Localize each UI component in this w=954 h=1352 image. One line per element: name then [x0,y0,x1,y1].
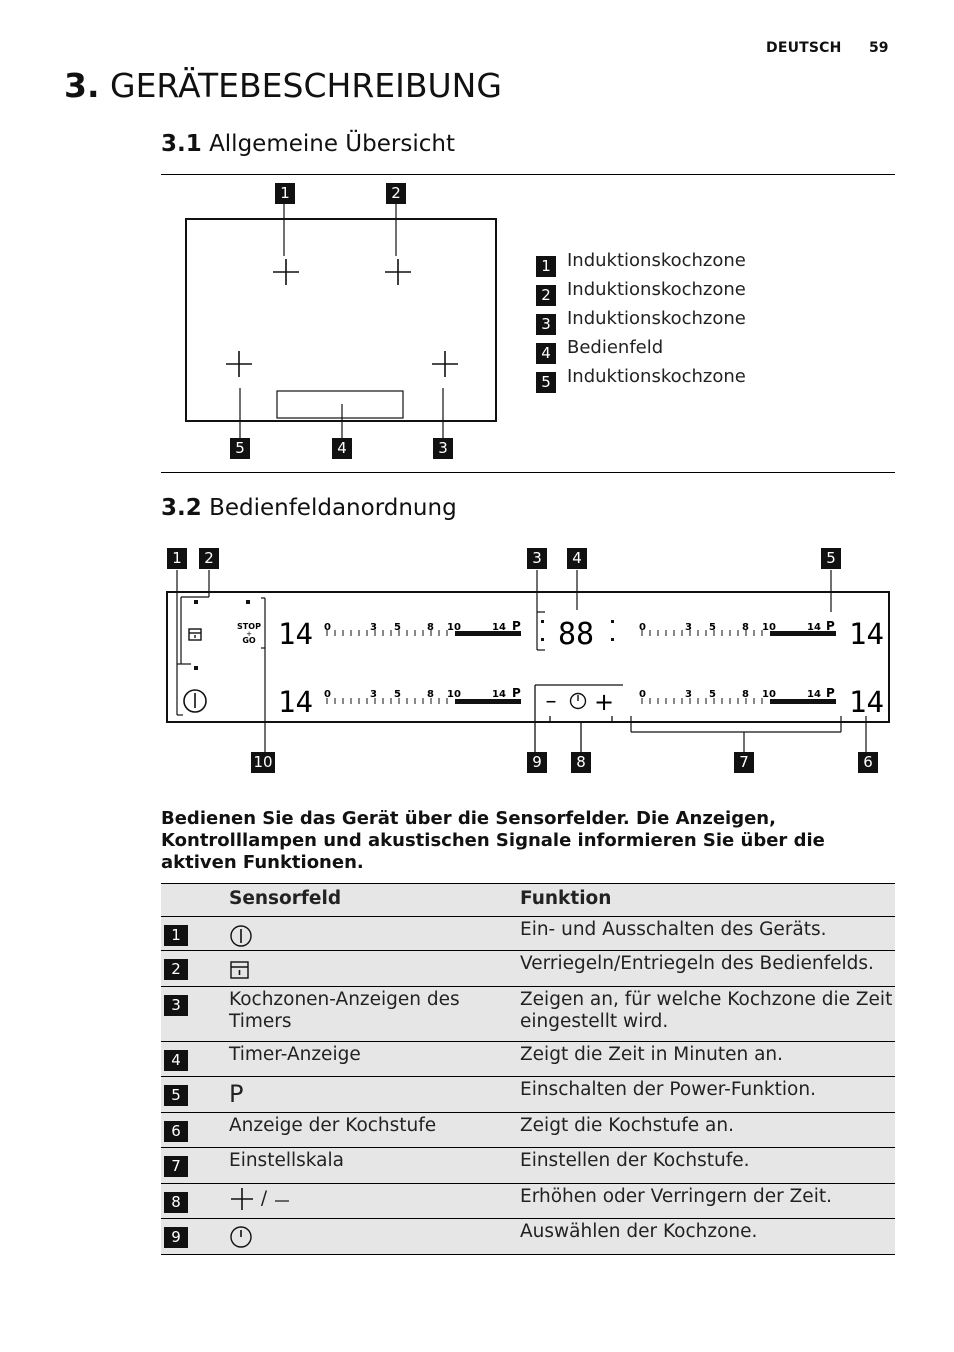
table-row [161,917,895,951]
row-function: Zeigt die Kochstufe an. [520,1115,734,1136]
table-row [161,1077,895,1113]
overview-callout-4: 4 [332,438,352,459]
lock-icon [189,629,201,640]
plus-minus-separator: / [260,1188,268,1209]
chapter-title [64,66,502,105]
rule-top-1 [161,174,895,175]
timer-zone-dot-1 [541,620,544,623]
scale-labels-right-bottom [639,686,835,700]
scale-label: 8 [427,689,434,700]
table-header-row [161,884,895,917]
timer-zone-bracket [537,612,545,650]
panel-callout-7: 7 [734,752,754,773]
stopgo-plus: + [246,630,252,638]
power-indicator-dot [194,666,198,670]
lock-indicator-dot [194,600,198,604]
scale-label: 0 [639,689,646,700]
table-row [161,1219,895,1255]
chapter-number: 3. [64,66,100,105]
timer-colon-dot-1 [611,620,614,623]
timer-colon-dot-2 [611,638,614,641]
scale-label: 5 [394,622,401,633]
lock-icon [229,958,251,982]
row-sensor: Kochzonen-Anzeigen des Timers [229,989,460,1032]
hob-overview-diagram [161,176,521,466]
table-row [161,1184,895,1219]
legend-num-1: 1 [536,256,556,277]
zone-cross-3 [432,351,458,377]
power-icon [229,924,253,948]
overview-callout-1: 1 [275,183,295,204]
section-1-number: 3.1 [161,131,202,157]
scale-labels-right-top [639,619,835,633]
rule-bottom-1 [161,472,895,473]
timer-zone-dot-2 [541,638,544,641]
zone-cross-5 [226,351,252,377]
scale-label: 3 [370,622,377,633]
minus-icon [273,1192,291,1206]
scale-label: 10 [447,622,461,633]
scale-label: 0 [324,689,331,700]
scale-label: 3 [685,689,692,700]
timer-display: 88 [558,617,595,652]
scale-labels-left-bottom [324,686,521,700]
legend-label-2: Induktionskochzone [567,279,746,300]
table-row [161,1042,895,1077]
panel-callout-3: 3 [527,548,547,569]
legend-label-4: Bedienfeld [567,337,664,358]
scale-label: 10 [762,689,776,700]
intro-text: Bedienen Sie das Gerät über die Sensorfelder. Die Anzeigen, Kontrolllampen und akustischen Signale informieren Sie über die aktiven Funktionen. [161,808,825,873]
scale-label: 5 [394,689,401,700]
scale-label: 5 [709,622,716,633]
stop-label: STOP [237,622,261,631]
control-panel-diagram [161,540,896,785]
scale-label: 8 [742,689,749,700]
legend-num-5: 5 [536,372,556,393]
section-2-title: Bedienfeldanordnung [209,495,457,521]
row-number: 2 [164,959,188,980]
row-sensor: Einstellskala [229,1150,344,1171]
legend-num-4: 4 [536,343,556,364]
table-row [161,987,895,1042]
section-2-heading [161,495,457,521]
power-p-label: P [826,619,835,633]
row-number: 9 [164,1227,188,1248]
row-number: 1 [164,925,188,946]
scale-label: 3 [685,622,692,633]
stopgo-indicator-dot [246,600,250,604]
power-p-label: P [512,686,521,700]
power-p-label: P [512,619,521,633]
section-1-heading [161,131,455,157]
row-function: Zeigen an, für welche Kochzone die Zeit eingestellt wird. [520,989,893,1032]
scale-label: 0 [639,622,646,633]
timer-zone-icon [229,1225,253,1249]
scale-label: 14 [492,689,506,700]
overview-callout-2: 2 [386,183,406,204]
heat-display-rear-right: 14 [849,685,884,719]
power-icon [184,690,206,712]
timer-zone-icon [571,694,586,709]
header-function: Funktion [520,888,612,909]
header-sensor: Sensorfeld [229,888,342,909]
row-function: Zeigt die Zeit in Minuten an. [520,1044,784,1065]
panel-callout-9: 9 [527,752,547,773]
panel-callout-2: 2 [199,548,219,569]
scale-label: 10 [762,622,776,633]
legend-label-3: Induktionskochzone [567,308,746,329]
heat-display-front-left: 14 [278,617,313,651]
table-row [161,1148,895,1184]
header-language: DEUTSCH [766,40,842,56]
overview-callout-5: 5 [230,438,250,459]
row-function: Ein- und Ausschalten des Geräts. [520,919,827,940]
row-number: 4 [164,1050,188,1071]
page-number: 59 [869,40,889,56]
scale-label: 14 [807,622,821,633]
control-panel-box [277,391,403,418]
go-label: GO [242,636,256,645]
scale-label: 8 [427,622,434,633]
row-function: Einschalten der Power-Funktion. [520,1079,816,1100]
panel-callout-4: 4 [567,548,587,569]
legend-num-3: 3 [536,314,556,335]
table-row [161,1113,895,1148]
row-function: Einstellen der Kochstufe. [520,1150,750,1171]
row-function: Erhöhen oder Verringern der Zeit. [520,1186,832,1207]
row-number: 7 [164,1156,188,1177]
panel-callout-8: 8 [571,752,591,773]
row-number: 8 [164,1192,188,1213]
scale-label: 5 [709,689,716,700]
scale-label: 8 [742,622,749,633]
panel-callout-6: 6 [858,752,878,773]
zone-cross-1 [273,259,299,285]
panel-callout-10: 10 [251,752,275,773]
row-function: Verriegeln/Entriegeln des Bedienfelds. [520,953,874,974]
row-number: 6 [164,1121,188,1142]
zone-cross-2 [385,259,411,285]
chapter-title-text: GERÄTEBESCHREIBUNG [110,66,502,105]
heat-display-rear-left: 14 [278,685,313,719]
panel-callout-1: 1 [167,548,187,569]
table-row [161,951,895,987]
row-number: 5 [164,1085,188,1106]
power-p-label: P [826,686,835,700]
scale-label: 14 [492,622,506,633]
sensor-function-table [161,883,895,1255]
section-1-title: Allgemeine Übersicht [209,131,455,157]
row-sensor-power-p: P [229,1080,244,1108]
panel-callout-5: 5 [821,548,841,569]
row-sensor: Timer-Anzeige [229,1044,361,1065]
scale-label: 14 [807,689,821,700]
legend-label-1: Induktionskochzone [567,250,746,271]
row-number: 3 [164,995,188,1016]
heat-display-front-right: 14 [849,617,884,651]
section-2-number: 3.2 [161,495,202,521]
row-function: Auswählen der Kochzone. [520,1221,758,1242]
legend-label-5: Induktionskochzone [567,366,746,387]
row-sensor: Anzeige der Kochstufe [229,1115,437,1136]
timer-minus: – [545,689,557,714]
scale-label: 0 [324,622,331,633]
plus-icon [229,1186,255,1212]
overview-callout-3: 3 [433,438,453,459]
legend-num-2: 2 [536,285,556,306]
timer-plus: + [593,688,615,716]
scale-label: 3 [370,689,377,700]
scale-label: 10 [447,689,461,700]
